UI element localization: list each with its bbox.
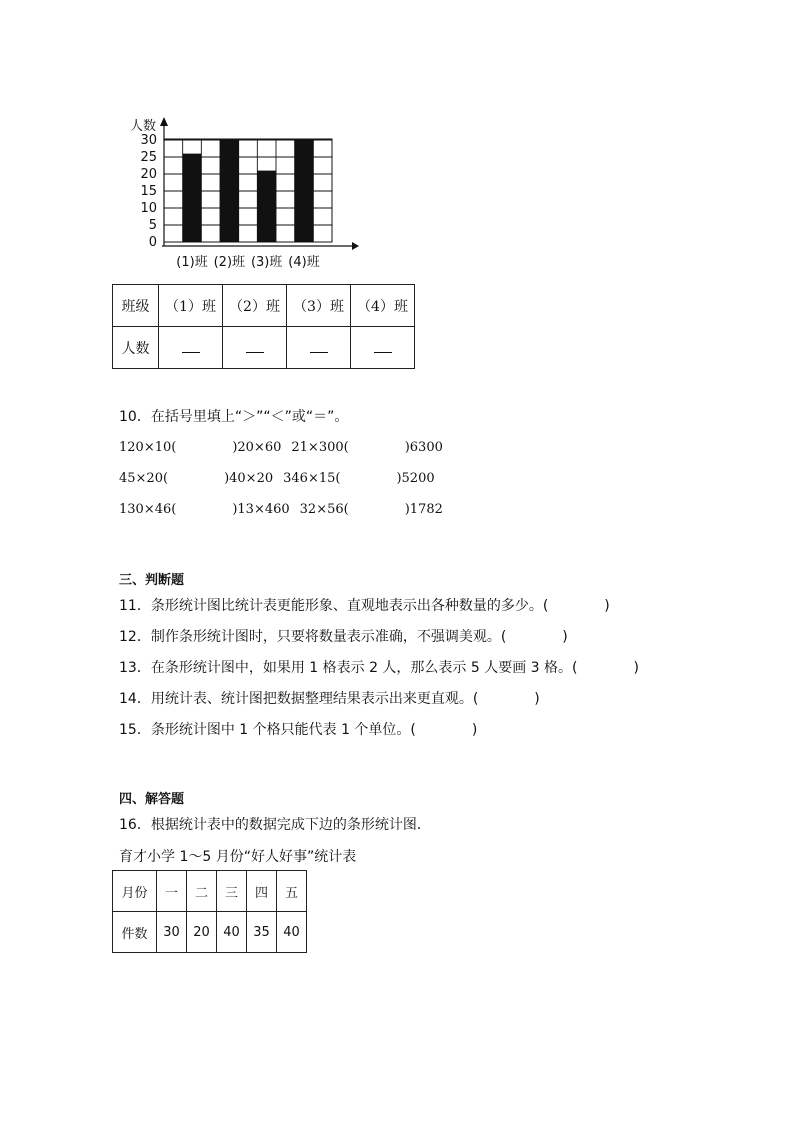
table-cell: 35 [247,912,277,953]
chart-y-ticks [140,133,157,250]
expression: )40×20 [224,471,274,486]
table-row [113,912,307,953]
class-table [112,284,415,369]
question-16: 16．根据统计表中的数据完成下边的条形统计图． [119,817,431,833]
table-header: 四 [247,871,277,912]
comparison-row [119,502,443,517]
y-tick-label: 30 [140,133,157,148]
good-deeds-table [112,870,307,953]
expression: 32×56( [299,502,349,517]
table-row [113,327,415,369]
expression: 346×15( [283,471,341,486]
table-cell: 30 [157,912,187,953]
table-header: 班级 [113,285,159,327]
table-cell: 20 [187,912,217,953]
x-tick-label: (2)班 [213,255,246,270]
question-15: 15．条形统计图中 1 个格只能代表 1 个单位。( ) [119,722,478,738]
x-tick-label: (4)班 [288,255,320,270]
expression: 45×20( [119,471,169,486]
x-tick-label: (1)班 [176,255,208,270]
expression: )1782 [404,502,443,517]
y-tick-label: 25 [140,150,157,165]
expression: 120×10( [119,440,177,455]
section-title: 四、解答题 [119,792,185,807]
question-10-title: 10．在括号里填上“＞”“＜”或“＝”。 [119,409,349,425]
table-header: 五 [277,871,307,912]
y-tick-label: 20 [140,167,157,182]
question-12: 12．制作条形统计图时，只要将数量表示准确，不强调美观。( ) [119,629,568,645]
expression: 21×300( [291,440,349,455]
table-header: （2）班 [223,285,287,327]
table-row-label: 件数 [113,912,157,953]
y-axis-label: 人数 [130,119,157,134]
table-header: 三 [217,871,247,912]
table-row [113,285,415,327]
answer-blank[interactable] [351,327,415,369]
x-tick-label: (3)班 [250,255,283,270]
bar [257,171,276,242]
answer-blank[interactable] [223,327,287,369]
question-11: 11．条形统计图比统计表更能形象、直观地表示出各种数量的多少。( ) [119,598,610,614]
y-tick-label: 10 [140,201,157,216]
bar [183,154,202,242]
section-title: 三、判断题 [119,573,185,588]
chart-x-ticks [176,255,319,270]
expression: )6300 [404,440,443,455]
table-row-label: 人数 [113,327,159,369]
expression: )5200 [396,471,435,486]
y-tick-label: 15 [140,184,157,199]
y-tick-label: 0 [148,235,157,250]
x-axis-arrow [352,242,359,250]
table-row [113,871,307,912]
class-bar-chart [112,112,372,272]
comparison-row [119,471,435,486]
table-header: （3）班 [287,285,351,327]
expression: 130×46( [119,502,177,517]
bar [295,140,314,242]
answer-blank[interactable] [287,327,351,369]
y-tick-label: 5 [148,218,157,233]
expression: )20×60 [232,440,282,455]
y-axis-arrow [160,117,168,126]
table-header: （1）班 [159,285,223,327]
table-header: 月份 [113,871,157,912]
table-cell: 40 [277,912,307,953]
question-14: 14．用统计表、统计图把数据整理结果表示出来更直观。( ) [119,691,540,707]
table-header: 一 [157,871,187,912]
question-13: 13．在条形统计图中，如果用 1 格表示 2 人，那么表示 5 人要画 3 格。( ) [119,660,639,676]
table-cell: 40 [217,912,247,953]
table-title: 育才小学 1～5 月份“好人好事”统计表 [119,849,357,865]
bar [220,140,239,242]
expression: )13×460 [232,502,290,517]
comparison-row [119,440,443,455]
table-header: （4）班 [351,285,415,327]
table-header: 二 [187,871,217,912]
answer-blank[interactable] [159,327,223,369]
